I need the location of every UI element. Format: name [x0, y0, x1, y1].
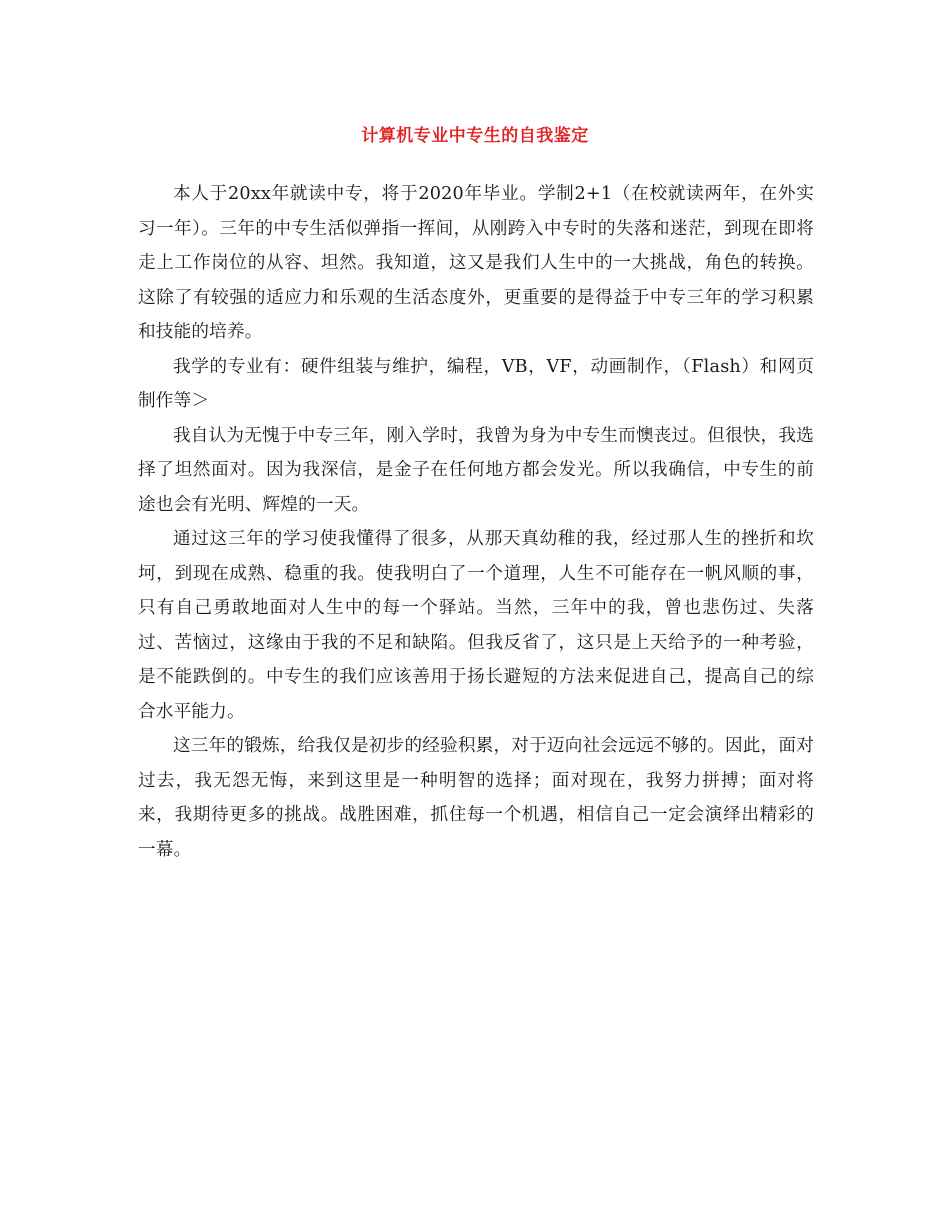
paragraph-5: 这三年的锻炼，给我仅是初步的经验积累，对于迈向社会远远不够的。因此，面对过去，我无怨无悔，来到这里是一种明智的选择；面对现在，我努力拼搏；面对将来，我期待更多的挑战。战胜困难，抓住每一个机遇，相信自己一定会演绎出精彩的一幕。 [138, 736, 814, 860]
document-title: 计算机专业中专生的自我鉴定 [361, 126, 589, 146]
paragraph-4: 通过这三年的学习使我懂得了很多，从那天真幼稚的我，经过那人生的挫折和坎坷，到现在成熟、稳重的我。使我明白了一个道理，人生不可能存在一帆风顺的事，只有自己勇敢地面对人生中的每一个驿站。当然，三年中的我，曾也悲伤过、失落过、苦恼过，这缘由于我的不足和缺陷。但我反省了，这只是上天给予的一种考验，是不能跌倒的。中专生的我们应该善用于扬长避短的方法来促进自己，提高自己的综合水平能力。 [138, 529, 814, 722]
document-body [138, 177, 814, 867]
paragraph-3: 我自认为无愧于中专三年，刚入学时，我曾为身为中专生而懊丧过。但很快，我选择了坦然面对。因为我深信，是金子在任何地方都会发光。所以我确信，中专生的前途也会有光明、辉煌的一天。 [138, 425, 814, 515]
paragraph-1: 本人于20xx年就读中专，将于2020年毕业。学制2+1（在校就读两年，在外实习一年）。三年的中专生活似弹指一挥间，从刚跨入中专时的失落和迷茫，到现在即将走上工作岗位的从容、坦然。我知道，这又是我们人生中的一大挑战，角色的转换。这除了有较强的适应力和乐观的生活态度外，更重要的是得益于中专三年的学习积累和技能的培养。 [138, 184, 814, 342]
paragraph-2: 我学的专业有：硬件组装与维护，编程，VB，VF，动画制作，（Flash）和网页制作等＞ [138, 356, 814, 411]
